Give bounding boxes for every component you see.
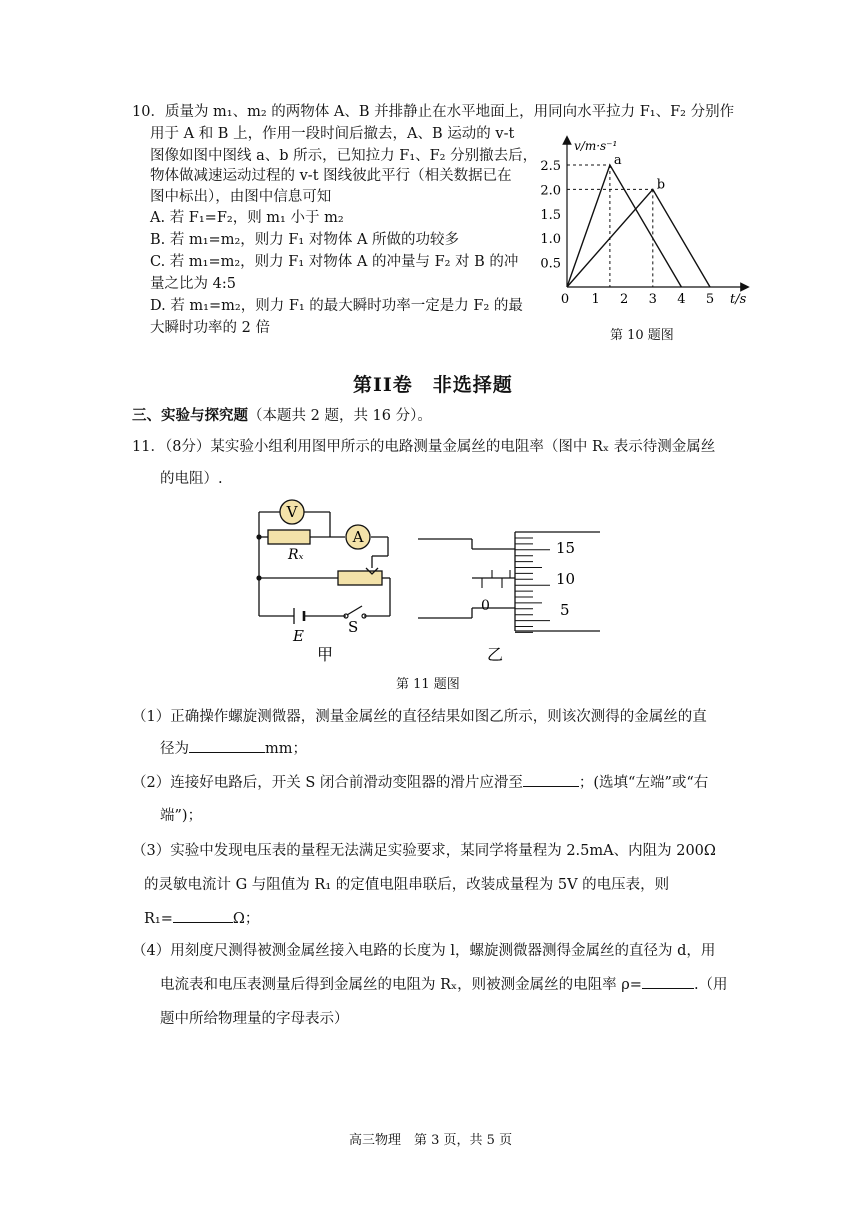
q11-line1: 11．（8分）某实验小组利用图甲所示的电路测量金属丝的电阻率（图中 Rₓ 表示待测金属丝	[132, 439, 716, 455]
switch-lever	[347, 606, 362, 615]
q11-s4-prefix: 电流表和电压表测量后得到金属丝的电阻为 Rₓ，则被测金属丝的电阻率 ρ=	[160, 977, 642, 993]
y-tick-label: 1.0	[540, 232, 561, 248]
q11-s4-line3: 题中所给物理量的字母表示）	[160, 1011, 349, 1027]
q10-option-c-line1: C. 若 m₁=m₂，则力 F₁ 对物体 A 的冲量与 F₂ 对 B 的冲	[150, 254, 519, 270]
series-b-label: b	[656, 177, 666, 193]
caption-yi: 乙	[487, 645, 504, 664]
q11-s3-line2: 的灵敏电流计 G 与阻值为 R₁ 的定值电阻串联后，改装成量程为 5V 的电压表，则	[144, 877, 670, 893]
answer-blank-diameter[interactable]	[189, 738, 265, 753]
x-tick-label: 2	[620, 292, 629, 307]
x-ticks	[561, 292, 714, 307]
x-tick-label: 5	[705, 292, 715, 307]
q11-s1-line1: （1）正确操作螺旋测微器，测量金属丝的直径结果如图乙所示，则该次测得的金属丝的直	[132, 709, 707, 725]
sleeve-scale	[482, 570, 510, 588]
q10-line4: 物体做减速运动过程的 v-t 图线彼此平行（相关数据已在	[150, 168, 512, 184]
vt-graph	[530, 132, 770, 317]
battery-label: E	[293, 627, 304, 645]
q11-s4-line1: （4）用刻度尺测得被测金属丝接入电路的长度为 l，螺旋测微器测得金属丝的直径为 d，用	[132, 943, 716, 959]
thimble-scale	[515, 538, 550, 632]
answer-blank-r1[interactable]	[173, 908, 233, 923]
caption-jia: 甲	[317, 645, 334, 664]
series-lines	[567, 165, 710, 287]
x-tick-label: 3	[648, 292, 657, 307]
junction-dot	[256, 534, 261, 539]
q11-s3-line1: （3）实验中发现电压表的量程无法满足实验要求，某同学将量程为 2.5mA、内阻为 200Ω	[132, 843, 716, 859]
q11-s1-prefix: 径为	[160, 741, 189, 757]
q10-option-a: A. 若 F₁=F₂，则 m₁ 小于 m₂	[150, 210, 344, 226]
section3-heading	[132, 405, 432, 427]
q10-line2: 用于 A 和 B 上，作用一段时间后撤去，A、B 运动的 v-t	[150, 126, 515, 142]
q11-s2-line2: 端”)；	[160, 808, 203, 824]
q11-s1-unit: mm；	[265, 741, 307, 757]
q11-figure-caption: 第 11 题图	[396, 677, 460, 692]
q10-option-b: B. 若 m₁=m₂，则力 F₁ 对物体 A 所做的功较多	[150, 232, 460, 248]
y-tick-label: 0.5	[540, 256, 561, 272]
rx-label: Rₓ	[288, 547, 304, 563]
q11-s2-suffix: ；(选填“左端”或“右	[578, 775, 709, 791]
q11-s1-line2	[160, 738, 307, 760]
part2-title: 第II卷 非选择题	[353, 374, 513, 396]
voltmeter-label: V	[286, 503, 298, 521]
q11-s3-unit: Ω；	[232, 911, 260, 927]
y-tick-label: 1.5	[540, 207, 561, 223]
answer-blank-resistivity[interactable]	[642, 974, 694, 989]
section3-note: （本题共 2 题，共 16 分）。	[248, 408, 432, 424]
x-axis-label: t/s	[730, 292, 747, 307]
guide-lines	[567, 165, 653, 287]
y-tick-label: 2.5	[540, 159, 561, 174]
q10-option-d-line2: 大瞬时功率的 2 倍	[150, 320, 270, 336]
junction-dot	[256, 575, 261, 580]
q11-s3-line3	[144, 908, 259, 930]
x-tick-label: 4	[677, 292, 686, 307]
page-footer: 高三物理 第 3 页，共 5 页	[349, 1133, 513, 1148]
thimble-label-5: 5	[560, 601, 570, 619]
sleeve-zero: 0	[481, 598, 490, 614]
x-tick-label: 0	[560, 292, 570, 307]
q10-option-c-line2: 量之比为 4:5	[150, 276, 236, 292]
q11-figure	[250, 492, 610, 667]
ammeter-label: A	[352, 528, 364, 546]
q10-line1: 10．质量为 m₁、m₂ 的两物体 A、B 并排静止在水平地面上，用同向水平拉力 F₁、F₂ 分别作	[132, 104, 735, 120]
circuit-diagram	[259, 512, 390, 616]
q10-line5: 图中标出），由图中信息可知	[150, 189, 332, 205]
section3-label: 三、实验与探究题	[132, 407, 248, 424]
q11-s4-line2	[160, 974, 728, 996]
q11-s2-prefix: （2）连接好电路后，开关 S 闭合前滑动变阻器的滑片应滑至	[132, 775, 523, 791]
y-tick-label: 2.0	[540, 183, 561, 199]
q11-s4-suffix: .（用	[693, 977, 728, 993]
y-axis-label: v/m·s⁻¹	[574, 139, 618, 153]
q10-option-d-line1: D. 若 m₁=m₂，则力 F₁ 的最大瞬时功率一定是力 F₂ 的最	[150, 298, 523, 314]
q11-s3-prefix: R₁=	[144, 911, 173, 927]
thimble-label-15: 15	[556, 539, 576, 557]
q10-line3: 图像如图中图线 a、b 所示，已知拉力 F₁、F₂ 分别撤去后，	[150, 148, 538, 164]
answer-blank-slider-position[interactable]	[523, 772, 579, 787]
q11-line2: 的电阻）.	[160, 471, 223, 487]
x-tick-label: 1	[591, 292, 600, 307]
series-a-label: a	[613, 153, 622, 168]
q11-s2-line1	[132, 772, 708, 794]
q10-figure-caption: 第 10 题图	[610, 328, 674, 343]
switch-label: S	[348, 618, 359, 636]
thimble-label-10: 10	[556, 570, 576, 588]
series-line-b	[567, 189, 710, 287]
y-ticks	[540, 159, 561, 272]
